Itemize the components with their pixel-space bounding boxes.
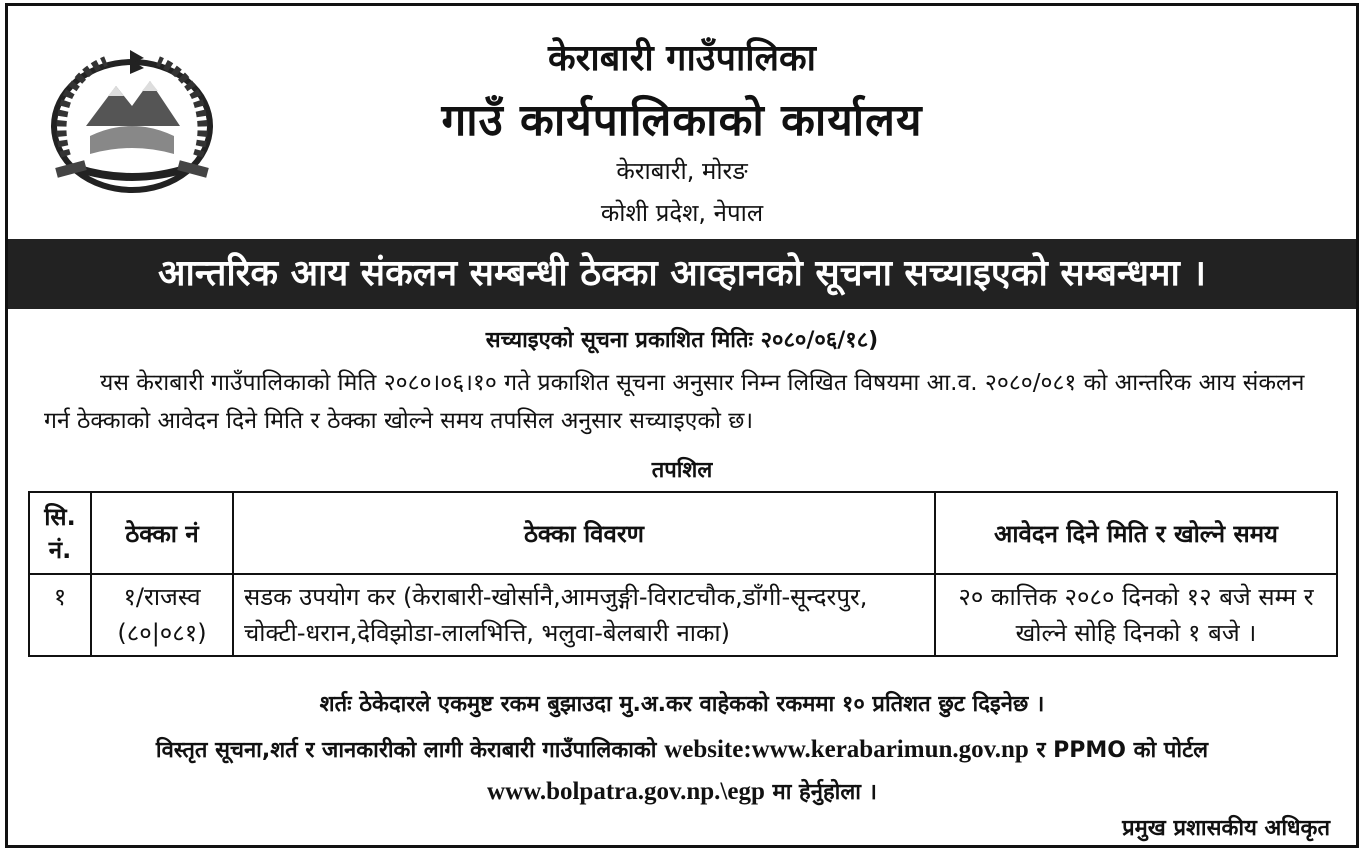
published-date-line: सच्याइएको सूचना प्रकाशित मितिः २०८०/०६/१८) [485,328,879,353]
condition-line: शर्तः ठेकेदारले एकमुष्ट रकम बुझाउदा मु.अ.कर वाहेकको रकममा १० प्रतिशत छुट दिइनेछ । [319,692,1045,717]
info-line-2 [8,776,1356,806]
office-province: कोशी प्रदेश, नेपाल [600,199,764,227]
website-link[interactable]: website:www.kerabarimun.gov.np [664,736,1029,763]
municipality-name: केराबारी गाउँपालिका [548,38,816,79]
column-header-contract-no: ठेक्का नं [91,492,233,574]
office-title: गाउँ कार्यपालिकाको कार्यालय [441,95,923,146]
schedule-heading: तपशिल [651,458,713,483]
info-line-1-suffix: र PPMO को पोर्टल [1036,738,1209,763]
notice-body-paragraph [44,364,1334,440]
info-line-1-prefix: विस्तृत सूचना,शर्त र जानकारीको लागी केराबारी गाउँपालिकाको [155,738,657,763]
public-notice [5,3,1359,848]
schedule-table [28,491,1338,657]
cell-description: सडक उपयोग कर (केराबारी-खोर्सानै,आमजुङ्गी-विराटचौक,डाँगी-सून्दरपुर, चोक्टी-धरान,देविझोडा-लालभित्ति, भलुवा-बेलबारी नाका) [233,574,935,656]
column-header-sn: सि. नं. [29,492,91,574]
column-header-description: ठेक्का विवरण [233,492,935,574]
cell-deadline: २० कात्तिक २०८० दिनको १२ बजे सम्म र खोल्ने सोहि दिनको १ बजे । [935,574,1337,656]
notice-subject-banner: आन्तरिक आय संकलन सम्बन्धी ठेक्का आव्हानको सूचना सच्याइएको सम्बन्धमा । [8,239,1356,309]
cell-contract-no: १/राजस्व (८०|०८१) [91,574,233,656]
notice-body-text: यस केराबारी गाउँपालिकाको मिति २०८०।०६।१० गते प्रकाशित सूचना अनुसार निम्न लिखित विषयमा आ.व. २०८०/०८१ को आन्तरिक आय संकलन गर्न ठेक्काको आवेदन दिने मिति र ठेक्का खोल्ने समय तपसिल अनुसार सच्याइएको छ। [44,370,1305,434]
column-header-deadline: आवेदन दिने मिति र खोल्ने समय [935,492,1337,574]
info-line-1 [8,734,1356,764]
table-row [29,574,1337,656]
office-address: केराबारी, मोरङ [616,157,748,185]
info-line-2-suffix: मा हेर्नुहोला । [772,780,877,805]
table-header-row [29,492,1337,574]
portal-link[interactable]: www.bolpatra.gov.np.\egp [487,778,765,805]
signatory-title: प्रमुख प्रशासकीय अधिकृत [1122,816,1330,841]
cell-sn: १ [29,574,91,656]
